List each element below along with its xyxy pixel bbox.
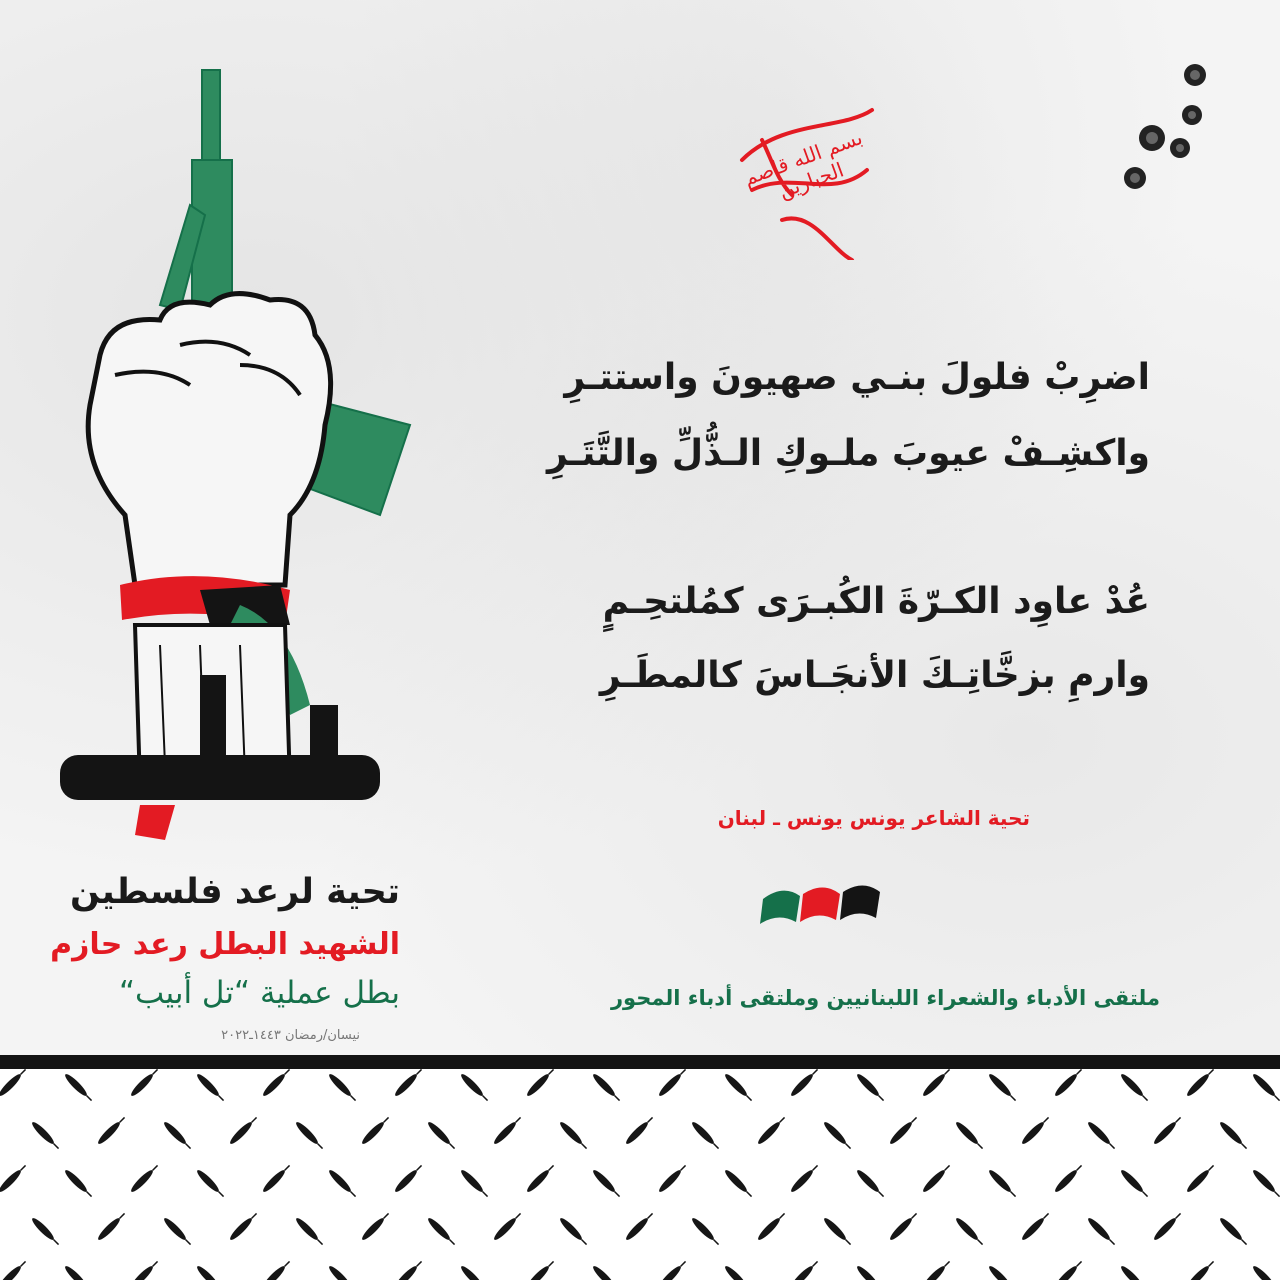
poet-credit: تحية الشاعر يونس يونس ـ لبنان: [717, 806, 1030, 830]
bullet-mark: [657, 1259, 688, 1280]
bullet-mark: [987, 1072, 1018, 1103]
bullet-mark: [129, 1067, 160, 1098]
poem-line-4: وارمِ بزخَّاتِـكَ الأنجَـاسَ كالمطَـرِ: [599, 655, 1150, 696]
bullet-mark: [723, 1168, 754, 1199]
bullet-mark: [426, 1216, 457, 1247]
bullet-mark: [261, 1259, 292, 1280]
bullet-mark: [1218, 1120, 1249, 1151]
bullet-mark: [525, 1259, 556, 1280]
bullet-mark: [459, 1264, 490, 1280]
bullet-mark: [822, 1120, 853, 1151]
bullet-mark: [789, 1163, 820, 1194]
bullet-mark: [195, 1072, 226, 1103]
bullet-mark: [459, 1072, 490, 1103]
bullet-mark: [129, 1163, 160, 1194]
bullet-mark: [96, 1211, 127, 1242]
martyr-name: الشهيد البطل رعد حازم: [50, 927, 400, 962]
bullet-mark: [459, 1168, 490, 1199]
bullet-mark: [129, 1259, 160, 1280]
bullet-mark: [789, 1259, 820, 1280]
bullet-mark: [1152, 1211, 1183, 1242]
bullet-mark: [987, 1168, 1018, 1199]
bullet-mark: [591, 1168, 622, 1199]
bullet-mark: [756, 1115, 787, 1146]
bullet-mark: [393, 1259, 424, 1280]
bullet-mark: [888, 1211, 919, 1242]
bullet-mark: [525, 1163, 556, 1194]
bullet-mark: [1119, 1264, 1150, 1280]
bullet-mark: [855, 1168, 886, 1199]
bullet-mark: [591, 1264, 622, 1280]
bullet-mark: [591, 1072, 622, 1103]
bullet-mark: [63, 1072, 94, 1103]
bullet-mark: [921, 1163, 952, 1194]
bullet-mark: [723, 1264, 754, 1280]
bullet-mark: [525, 1067, 556, 1098]
bullet-mark: [1086, 1120, 1117, 1151]
bullet-pattern-band: [0, 1055, 1280, 1280]
bullet-mark: [360, 1211, 391, 1242]
basmala-calligraphy: [722, 100, 892, 260]
bullet-mark: [162, 1216, 193, 1247]
bullet-mark: [360, 1115, 391, 1146]
bullet-mark: [1185, 1259, 1216, 1280]
bullet-mark: [657, 1163, 688, 1194]
bullet-mark: [558, 1120, 589, 1151]
bullet-mark: [954, 1216, 985, 1247]
bullet-holes-icon: [1110, 50, 1220, 200]
bullet-mark: [1020, 1115, 1051, 1146]
bullet-mark: [624, 1115, 655, 1146]
bullet-mark: [855, 1264, 886, 1280]
bullet-mark: [30, 1120, 61, 1151]
big-word-label: [60, 700, 400, 765]
operation-hero: بطل عملية “تل أبيب“: [118, 975, 400, 1011]
bullet-mark: [96, 1115, 127, 1146]
bullet-mark: [690, 1120, 721, 1151]
bullet-mark: [294, 1120, 325, 1151]
basmala-text: بسم الله قاصم الجبارين: [740, 125, 866, 204]
bullet-mark: [921, 1259, 952, 1280]
bullet-mark: [195, 1168, 226, 1199]
bullet-mark: [63, 1168, 94, 1199]
bullet-mark: [1020, 1211, 1051, 1242]
bullet-mark: [1185, 1163, 1216, 1194]
bullet-mark: [1053, 1067, 1084, 1098]
date-text: نيسان/رمضان ١٤٤٣ـ٢٠٢٢: [221, 1028, 360, 1043]
bullet-mark: [1251, 1264, 1280, 1280]
bullet-mark: [1119, 1168, 1150, 1199]
bullet-mark: [228, 1211, 259, 1242]
poem-line-2: واكشِـفْ عيوبَ ملـوكِ الـذُّلِّ والتَّتَـرِ: [547, 433, 1150, 474]
bullet-mark: [63, 1264, 94, 1280]
bullet-mark: [657, 1067, 688, 1098]
bullet-mark: [624, 1211, 655, 1242]
bullet-mark: [1119, 1072, 1150, 1103]
bullet-mark: [558, 1216, 589, 1247]
bullet-mark: [1053, 1259, 1084, 1280]
bullet-mark: [921, 1067, 952, 1098]
bullet-mark: [1053, 1163, 1084, 1194]
bullet-mark: [261, 1067, 292, 1098]
bullet-mark: [954, 1120, 985, 1151]
bullet-mark: [426, 1120, 457, 1151]
bullet-mark: [228, 1115, 259, 1146]
bullet-mark: [1251, 1072, 1280, 1103]
bullet-mark: [0, 1163, 28, 1194]
bullet-mark: [822, 1216, 853, 1247]
bullet-mark: [0, 1259, 28, 1280]
poem-line-1: اضرِبْ فلولَ بنـي صهيونَ واستتـرِ: [564, 357, 1150, 398]
bullet-mark: [690, 1216, 721, 1247]
bullet-mark: [1152, 1115, 1183, 1146]
bullet-mark: [492, 1115, 523, 1146]
bullet-mark: [327, 1072, 358, 1103]
bullet-mark: [1218, 1216, 1249, 1247]
bullet-mark: [261, 1163, 292, 1194]
bullet-mark: [492, 1211, 523, 1242]
bullet-mark: [723, 1072, 754, 1103]
forum-credit: ملتقى الأدباء والشعراء اللبنانيين وملتقى أدباء المحور: [610, 986, 1160, 1010]
bullet-mark: [0, 1067, 28, 1098]
bullet-mark: [1086, 1216, 1117, 1247]
flags-icon: [758, 884, 883, 929]
bullet-mark: [30, 1216, 61, 1247]
bullet-mark: [855, 1072, 886, 1103]
bullet-mark: [987, 1264, 1018, 1280]
bullet-mark: [294, 1216, 325, 1247]
bullet-mark: [393, 1163, 424, 1194]
bullet-mark: [1251, 1168, 1280, 1199]
bullet-mark: [393, 1067, 424, 1098]
bullet-mark: [327, 1168, 358, 1199]
poem-line-3: عُدْ عاوِد الكـرّةَ الكُبـرَى كمُلتحِـمٍ: [602, 581, 1150, 622]
bullet-mark: [756, 1211, 787, 1242]
bullet-mark: [1185, 1067, 1216, 1098]
bullet-mark: [888, 1115, 919, 1146]
band-top-border: [0, 1055, 1280, 1069]
bullet-mark: [195, 1264, 226, 1280]
title-salute: تحية لرعد فلسطين: [70, 872, 400, 912]
bullet-mark: [789, 1067, 820, 1098]
bullet-mark: [162, 1120, 193, 1151]
bullet-mark: [327, 1264, 358, 1280]
